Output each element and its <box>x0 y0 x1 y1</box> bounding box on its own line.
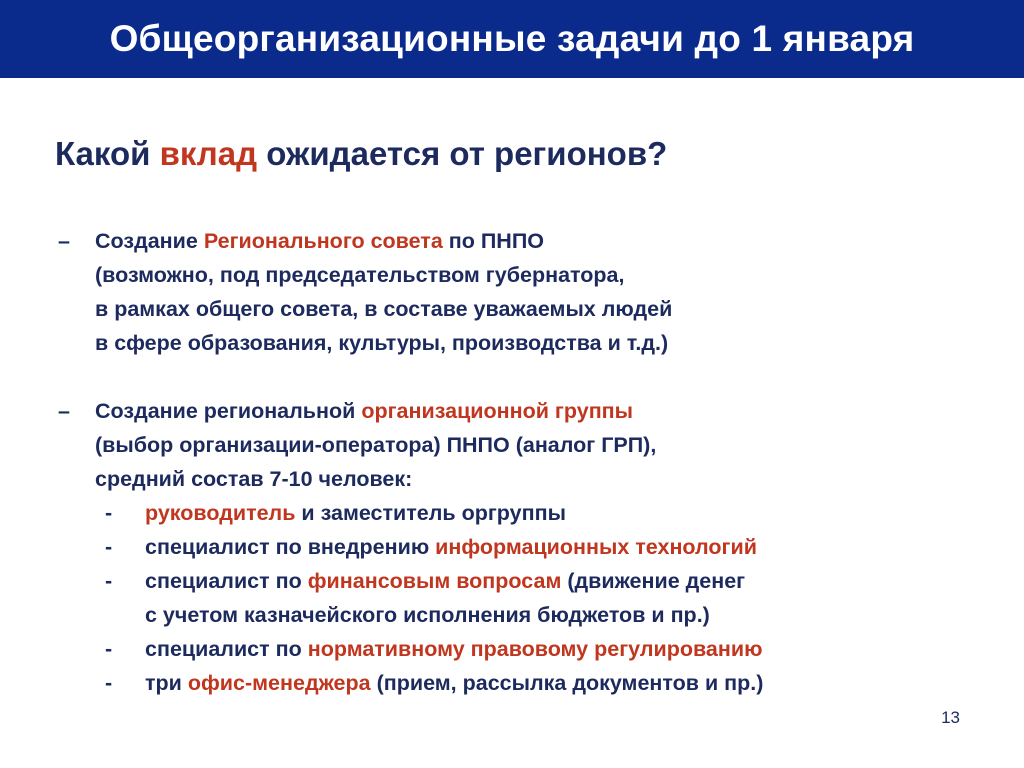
bullet2-accent: организационной группы <box>361 399 634 423</box>
bullet2-line2: (выбор организации-оператора) ПНПО (аналог ГРП), <box>95 433 657 457</box>
bullet1-text: Создание <box>95 229 204 253</box>
subitem-accent: финансовым вопросам <box>307 569 562 593</box>
subitem-legal-specialist <box>145 636 762 662</box>
question-after: ожидается от регионов? <box>257 135 668 172</box>
bullet1-line4: в сфере образования, культуры, производства и т.д.) <box>95 331 669 355</box>
subitem-text-after: (прием, рассылка документов и пр.) <box>370 671 764 695</box>
page-number: 13 <box>941 708 960 727</box>
bullet1-line3: в рамках общего совета, в составе уважаемых людей <box>95 297 673 321</box>
subitem-accent: информационных технологий <box>435 535 757 559</box>
bullet2-line3: средний состав 7-10 человек: <box>95 467 413 491</box>
question-before: Какой <box>55 135 160 172</box>
question-accent: вклад <box>159 135 258 172</box>
bullet-dash: – <box>58 399 70 423</box>
bullet1-line2: (возможно, под председательством губернатора, <box>95 263 625 287</box>
bullet-dash: – <box>58 229 70 253</box>
bullet1-line1 <box>95 228 544 254</box>
subitem-leader <box>145 500 566 526</box>
subitem-text: специалист по <box>145 569 308 593</box>
subitem-dash: - <box>105 637 113 661</box>
subitem-dash: - <box>105 671 113 695</box>
subitem-dash: - <box>105 501 113 525</box>
subitem-text: специалист по внедрению <box>145 535 436 559</box>
subitem-text-after: (движение денег <box>561 569 746 593</box>
subitem-accent: руководитель <box>145 501 296 525</box>
subitem-office-managers <box>145 670 763 696</box>
subitem-text: три <box>145 671 188 695</box>
subitem-text: и заместитель оргруппы <box>295 501 566 525</box>
subitem-accent: нормативному правовому регулированию <box>307 637 763 661</box>
subitem-dash: - <box>105 535 113 559</box>
question-heading <box>55 135 667 173</box>
subitem-finance-line2: с учетом казначейского исполнения бюджетов и пр.) <box>145 603 710 627</box>
bullet1-text-after: по ПНПО <box>442 229 545 253</box>
bullet2-line1 <box>95 398 633 424</box>
subitem-accent: офис-менеджера <box>187 671 371 695</box>
title-bar <box>0 0 1024 78</box>
subitem-it-specialist <box>145 534 757 560</box>
slide-title: Общеорганизационные задачи до 1 января <box>109 18 915 59</box>
bullet1-accent: Регионального совета <box>203 229 443 253</box>
subitem-text: специалист по <box>145 637 308 661</box>
subitem-finance-specialist <box>145 568 745 594</box>
bullet2-text: Создание региональной <box>95 399 362 423</box>
subitem-dash: - <box>105 569 113 593</box>
